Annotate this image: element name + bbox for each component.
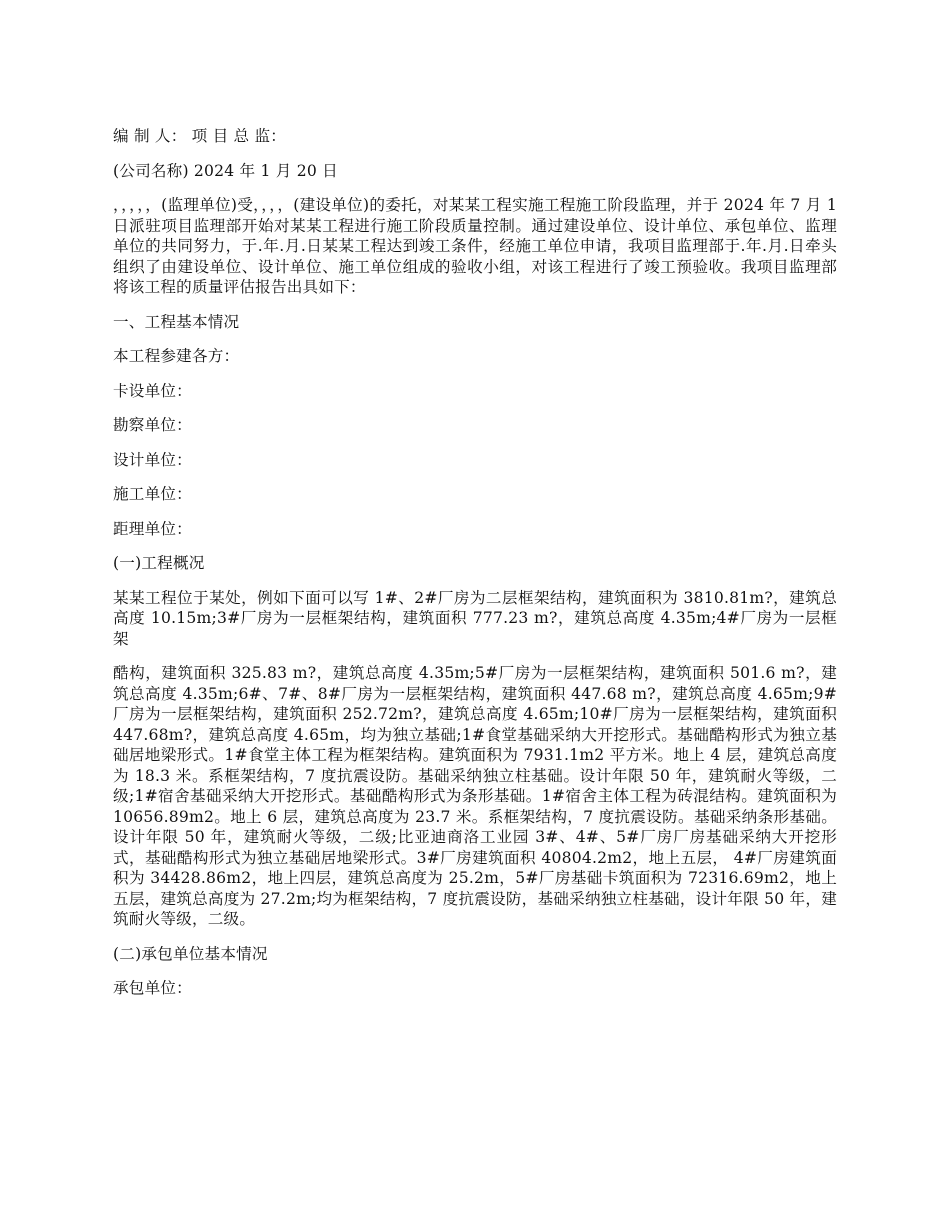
party-design-unit: 设计单位： <box>113 450 192 469</box>
subsection-heading-contractor: (二)承包单位基本情况 <box>113 944 268 963</box>
subsection-heading-overview: (一)工程概况 <box>113 554 205 572</box>
signature-header-line: 编 制 人： 项 目 总 监： <box>113 127 287 145</box>
parties-heading: 本工程参建各方： <box>113 347 240 365</box>
party-survey-unit: 勘察单位： <box>113 416 192 434</box>
party-supervision-unit: 距理单位： <box>113 519 192 538</box>
party-contractor-unit: 施工单位： <box>113 485 192 503</box>
company-date-line: (公司名称) 2024 年 1 月 20 日 <box>113 161 338 180</box>
party-construction-unit: 卡设单位： <box>113 381 192 400</box>
overview-paragraph-part2: 酷构，建筑面积 325.83 m?，建筑总高度 4.35m;5#厂房为一层框架结构，建筑面积 501.6 m?，建筑总高度 4.35m;6#、7#、8#厂房为一层框架结构，建筑面积 447.68 m?，建筑总高度 4.65m;9#厂房为一层框架结构，建筑面积 252.72m?，建筑总高度 4.65m;10#厂房为一层框架结构，建筑面积 447.68m?，建筑总高度 4.65m，均为独立基础;1#食堂基础采纳大开挖形式。基础酷构形式为独立基础居地梁形式。1#食堂主体工程为框架结构。建筑面积为 7931.1m2 平方米。地上 4 层，建筑总高度为 18.3 米。系框架结构，7 度抗震设防。基础采纳独立柱基础。设计年限 50 年，建筑耐火等级，二级;1#宿舍基础采纳大开挖形式。基础酷构形式为条形基础。1#宿舍主体工程为砖混结构。建筑面积为 10656.89m2。地上 6 层，建筑总高度为 23.7 米。系框架结构，7 度抗震设防。基础采纳条形基础。设计年限 50 年，建筑耐火等级，二级;比亚迪商洛工业园 3#、4#、5#厂房厂房基础采纳大开挖形式，基础酷构形式为独立基础居地梁形式。3#厂房建筑面积 40804.2m2，地上五层， 4#厂房建筑面积为 34428.86m2，地上四层，建筑总高度为 25.2m，5#厂房基础卡筑面积为 72316.69m2，地上五层，建筑总高度为 27.2m;均为框架结构，7 度抗震设防，基础采纳独立柱基础，设计年限 50 年，建筑耐火等级，二级。 <box>113 664 837 928</box>
overview-paragraph-part1: 某某工程位于某处，例如下面可以写 1#、2#厂房为二层框架结构，建筑面积为 3810.81m?，建筑总高度 10.15m;3#厂房为一层框架结构，建筑面积 777.23 m?，建筑总高度 4.35m;4#厂房为一层框架 <box>113 588 837 648</box>
intro-paragraph: ，，，，，(监理单位)受，，，，(建设单位)的委托，对某某工程实施工程施工阶段监理，并于 2024 年 7 月 1 日派驻项目监理部开始对某某工程进行施工阶段质量控制。通过建设单位、设计单位、承包单位、监理单位的共同努力，于.年.月.日某某工程达到竣工条件，经施工单位申请，我项目监理部于.年.月.日牵头组织了由建设单位、设计单位、施工单位组成的验收小组，对该工程进行了竣工预验收。我项目监理部将该工程的质量评估报告出具如下： <box>113 196 837 296</box>
document-page <box>113 126 837 999</box>
contractor-label: 承包单位： <box>113 979 192 997</box>
section-heading-basic-info: 一、工程基本情况 <box>113 312 240 331</box>
